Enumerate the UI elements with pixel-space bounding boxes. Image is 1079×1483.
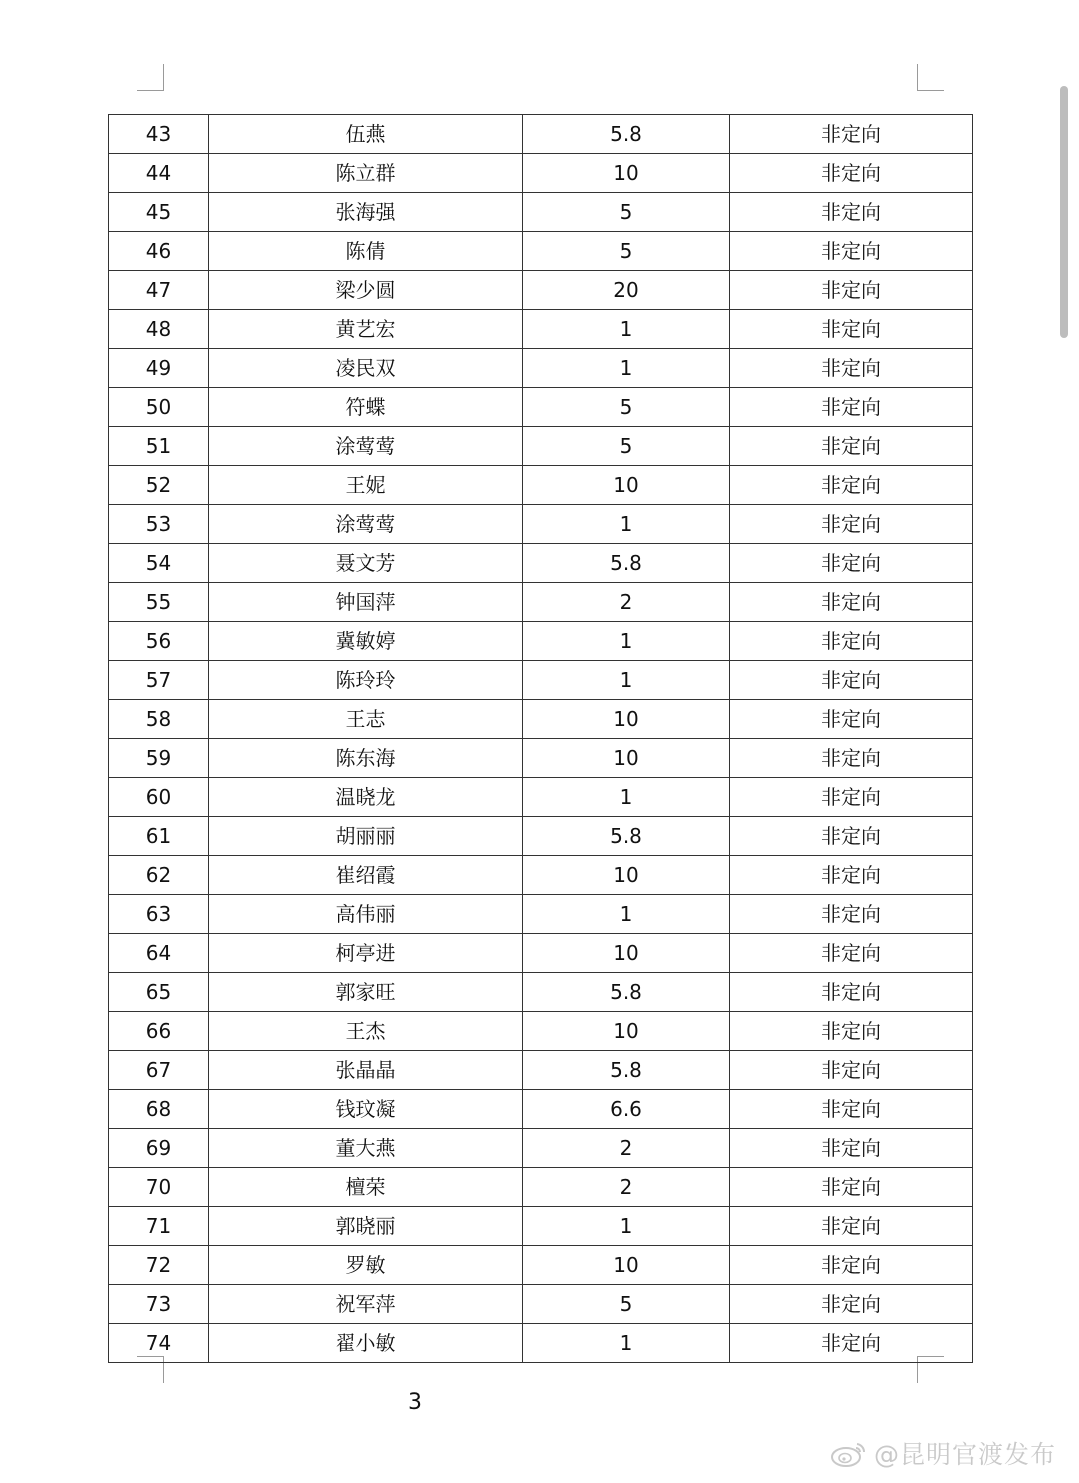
type-cell: 非定向 — [730, 310, 973, 349]
table-row — [109, 232, 973, 271]
amount-cell: 5 — [523, 193, 730, 232]
name-cell: 胡丽丽 — [209, 817, 523, 856]
amount-cell: 10 — [523, 700, 730, 739]
row-number-cell: 46 — [109, 232, 209, 271]
row-number-cell: 43 — [109, 115, 209, 154]
row-number-cell: 45 — [109, 193, 209, 232]
row-number-cell: 74 — [109, 1324, 209, 1363]
amount-cell: 5.8 — [523, 973, 730, 1012]
row-number-cell: 63 — [109, 895, 209, 934]
table-row — [109, 1285, 973, 1324]
type-cell: 非定向 — [730, 505, 973, 544]
row-number-cell: 53 — [109, 505, 209, 544]
table-row — [109, 466, 973, 505]
table-row — [109, 583, 973, 622]
amount-cell: 10 — [523, 934, 730, 973]
amount-cell: 1 — [523, 310, 730, 349]
amount-cell: 20 — [523, 271, 730, 310]
type-cell: 非定向 — [730, 115, 973, 154]
amount-cell: 10 — [523, 1246, 730, 1285]
table-row — [109, 739, 973, 778]
type-cell: 非定向 — [730, 1012, 973, 1051]
name-cell: 崔绍霞 — [209, 856, 523, 895]
type-cell: 非定向 — [730, 1246, 973, 1285]
table-row — [109, 544, 973, 583]
row-number-cell: 47 — [109, 271, 209, 310]
name-cell: 郭晓丽 — [209, 1207, 523, 1246]
table-row — [109, 388, 973, 427]
type-cell: 非定向 — [730, 700, 973, 739]
type-cell: 非定向 — [730, 739, 973, 778]
type-cell: 非定向 — [730, 622, 973, 661]
name-cell: 翟小敏 — [209, 1324, 523, 1363]
type-cell: 非定向 — [730, 271, 973, 310]
type-cell: 非定向 — [730, 1051, 973, 1090]
amount-cell: 5 — [523, 232, 730, 271]
table-row — [109, 427, 973, 466]
row-number-cell: 64 — [109, 934, 209, 973]
row-number-cell: 50 — [109, 388, 209, 427]
row-number-cell: 66 — [109, 1012, 209, 1051]
amount-cell: 5.8 — [523, 544, 730, 583]
amount-cell: 5.8 — [523, 1051, 730, 1090]
table-row — [109, 661, 973, 700]
amount-cell: 5.8 — [523, 115, 730, 154]
type-cell: 非定向 — [730, 466, 973, 505]
name-cell: 郭家旺 — [209, 973, 523, 1012]
name-cell: 梁少圆 — [209, 271, 523, 310]
name-cell: 涂莺莺 — [209, 427, 523, 466]
table-row — [109, 1324, 973, 1363]
row-number-cell: 68 — [109, 1090, 209, 1129]
name-cell: 王妮 — [209, 466, 523, 505]
name-cell: 祝军萍 — [209, 1285, 523, 1324]
table-row — [109, 310, 973, 349]
amount-cell: 5 — [523, 388, 730, 427]
row-number-cell: 56 — [109, 622, 209, 661]
row-number-cell: 72 — [109, 1246, 209, 1285]
crop-mark-top-left — [137, 64, 164, 91]
amount-cell: 10 — [523, 856, 730, 895]
name-cell: 涂莺莺 — [209, 505, 523, 544]
table-row — [109, 622, 973, 661]
row-number-cell: 57 — [109, 661, 209, 700]
amount-cell: 5 — [523, 427, 730, 466]
amount-cell: 10 — [523, 466, 730, 505]
donation-table — [108, 114, 973, 1363]
name-cell: 高伟丽 — [209, 895, 523, 934]
type-cell: 非定向 — [730, 349, 973, 388]
table-row — [109, 856, 973, 895]
amount-cell: 5 — [523, 1285, 730, 1324]
row-number-cell: 70 — [109, 1168, 209, 1207]
table-row — [109, 817, 973, 856]
name-cell: 柯亭进 — [209, 934, 523, 973]
name-cell: 陈倩 — [209, 232, 523, 271]
name-cell: 伍燕 — [209, 115, 523, 154]
amount-cell: 10 — [523, 739, 730, 778]
weibo-logo-icon — [830, 1438, 868, 1468]
row-number-cell: 58 — [109, 700, 209, 739]
type-cell: 非定向 — [730, 544, 973, 583]
name-cell: 钱玟凝 — [209, 1090, 523, 1129]
name-cell: 温晓龙 — [209, 778, 523, 817]
amount-cell: 2 — [523, 1129, 730, 1168]
type-cell: 非定向 — [730, 1207, 973, 1246]
type-cell: 非定向 — [730, 232, 973, 271]
amount-cell: 1 — [523, 622, 730, 661]
amount-cell: 1 — [523, 505, 730, 544]
name-cell: 陈东海 — [209, 739, 523, 778]
amount-cell: 1 — [523, 1207, 730, 1246]
type-cell: 非定向 — [730, 154, 973, 193]
name-cell: 符蝶 — [209, 388, 523, 427]
type-cell: 非定向 — [730, 778, 973, 817]
row-number-cell: 60 — [109, 778, 209, 817]
name-cell: 董大燕 — [209, 1129, 523, 1168]
type-cell: 非定向 — [730, 583, 973, 622]
amount-cell: 1 — [523, 895, 730, 934]
amount-cell: 10 — [523, 154, 730, 193]
row-number-cell: 62 — [109, 856, 209, 895]
name-cell: 张海强 — [209, 193, 523, 232]
amount-cell: 1 — [523, 778, 730, 817]
row-number-cell: 59 — [109, 739, 209, 778]
row-number-cell: 73 — [109, 1285, 209, 1324]
name-cell: 檀荣 — [209, 1168, 523, 1207]
table-row — [109, 895, 973, 934]
type-cell: 非定向 — [730, 1168, 973, 1207]
type-cell: 非定向 — [730, 973, 973, 1012]
table-row — [109, 1207, 973, 1246]
table-row — [109, 349, 973, 388]
amount-cell: 10 — [523, 1012, 730, 1051]
table-row — [109, 973, 973, 1012]
vertical-scrollbar[interactable] — [1060, 86, 1068, 338]
table-row — [109, 1168, 973, 1207]
row-number-cell: 54 — [109, 544, 209, 583]
type-cell: 非定向 — [730, 193, 973, 232]
table-row — [109, 271, 973, 310]
page-number: 3 — [408, 1390, 422, 1415]
name-cell: 聂文芳 — [209, 544, 523, 583]
name-cell: 王杰 — [209, 1012, 523, 1051]
amount-cell: 6.6 — [523, 1090, 730, 1129]
type-cell: 非定向 — [730, 427, 973, 466]
type-cell: 非定向 — [730, 895, 973, 934]
type-cell: 非定向 — [730, 1285, 973, 1324]
table-row — [109, 934, 973, 973]
type-cell: 非定向 — [730, 1129, 973, 1168]
row-number-cell: 67 — [109, 1051, 209, 1090]
row-number-cell: 65 — [109, 973, 209, 1012]
type-cell: 非定向 — [730, 934, 973, 973]
name-cell: 凌民双 — [209, 349, 523, 388]
row-number-cell: 61 — [109, 817, 209, 856]
name-cell: 陈立群 — [209, 154, 523, 193]
amount-cell: 2 — [523, 583, 730, 622]
type-cell: 非定向 — [730, 1324, 973, 1363]
amount-cell: 1 — [523, 661, 730, 700]
type-cell: 非定向 — [730, 1090, 973, 1129]
table-row — [109, 1012, 973, 1051]
table-row — [109, 505, 973, 544]
row-number-cell: 71 — [109, 1207, 209, 1246]
table-row — [109, 700, 973, 739]
name-cell: 冀敏婷 — [209, 622, 523, 661]
name-cell: 黄艺宏 — [209, 310, 523, 349]
name-cell: 王志 — [209, 700, 523, 739]
row-number-cell: 48 — [109, 310, 209, 349]
type-cell: 非定向 — [730, 817, 973, 856]
amount-cell: 1 — [523, 1324, 730, 1363]
name-cell: 罗敏 — [209, 1246, 523, 1285]
crop-mark-top-right — [917, 64, 944, 91]
type-cell: 非定向 — [730, 388, 973, 427]
table-row — [109, 1090, 973, 1129]
table-row — [109, 154, 973, 193]
amount-cell: 1 — [523, 349, 730, 388]
name-cell: 钟国萍 — [209, 583, 523, 622]
name-cell: 陈玲玲 — [209, 661, 523, 700]
amount-cell: 2 — [523, 1168, 730, 1207]
table-row — [109, 193, 973, 232]
table-body — [109, 115, 973, 1363]
name-cell: 张晶晶 — [209, 1051, 523, 1090]
table-row — [109, 1246, 973, 1285]
type-cell: 非定向 — [730, 856, 973, 895]
row-number-cell: 55 — [109, 583, 209, 622]
row-number-cell: 52 — [109, 466, 209, 505]
row-number-cell: 69 — [109, 1129, 209, 1168]
amount-cell: 5.8 — [523, 817, 730, 856]
table-row — [109, 1129, 973, 1168]
row-number-cell: 51 — [109, 427, 209, 466]
table-row — [109, 115, 973, 154]
type-cell: 非定向 — [730, 661, 973, 700]
row-number-cell: 44 — [109, 154, 209, 193]
row-number-cell: 49 — [109, 349, 209, 388]
table-row — [109, 1051, 973, 1090]
watermark-text: @昆明官渡发布 — [874, 1440, 1057, 1469]
watermark — [830, 1436, 1056, 1470]
table-row — [109, 778, 973, 817]
